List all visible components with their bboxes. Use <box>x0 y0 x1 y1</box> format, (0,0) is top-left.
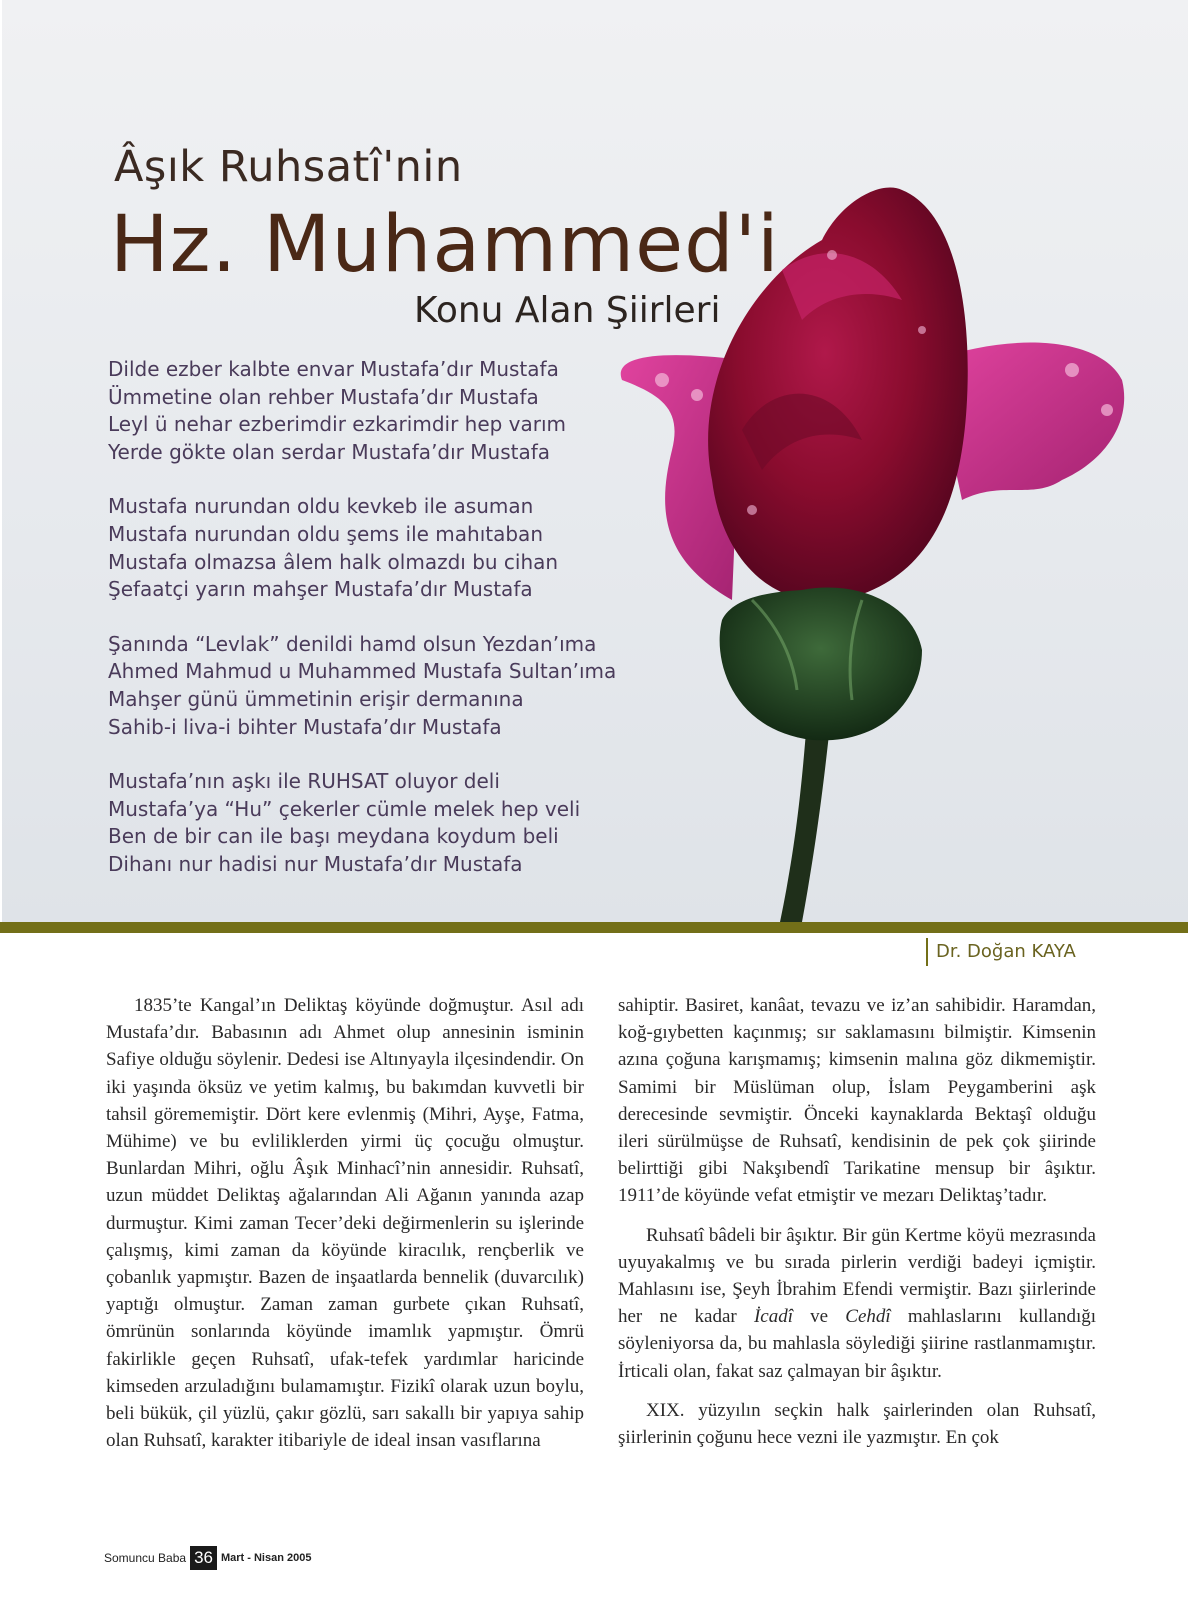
title-line-1: Âşık Ruhsatî'nin <box>114 142 463 192</box>
poem-line: Mustafa nurundan oldu şems ile mahıtaban <box>108 521 543 546</box>
poem-stanza <box>108 768 628 878</box>
hero-banner <box>2 0 1188 922</box>
poem-line: Dilde ezber kalbte envar Mustafa’dır Mustafa <box>108 357 559 381</box>
poem-line: Mahşer günü ümmetinin erişir dermanına <box>108 686 524 711</box>
poem-stanza <box>108 631 628 741</box>
article-paragraph <box>618 1222 1096 1385</box>
text-run: mahlaslarını kullandığı söyleniyorsa da, bu mahlasla söylediği şiirine rastlanmamıştır. İrticali olan, fakat saz çalmayan bir âşıktır. <box>618 1306 1096 1382</box>
article-paragraph: 1835’te Kangal’ın Deliktaş köyünde doğmuştur. Asıl adı Mustafa’dır. Babasının adı Ahmet olup annesinin isminin Safiye olduğu söylenir. Dedesi ise Altınyayla ilçesindendir. On iki yaşında öksüz ve yetim kalmış, bu bakımdan kuvvetli bir tahsil görememiştir. Dört kere evlenmiş (Mihri, Ayşe, Fatma, Mühime) ve bu evliliklerden yirmi üç çocuğu olmuştur. Bunlardan Mihri, oğlu Âşık Minhacî’nin annesidir. Ruhsatî, uzun müddet Deliktaş ağalarından Ali Ağanın yanında azap durmuştur. Kimi zaman Tecer’deki değirmenlerin su işlerinde çalışmış, kimi zaman da köyünde kiracılık, rençberlik ve çobanlık yapmıştır. Bazen de inşaatlarda bennelik (duvarcılık) yaptığı olmuştur. Zaman zaman gurbete çıkan Ruhsatî, ömrünün sonlarında köyünde imamlık yapmıştır. Ömrü fakirlikle geçen Ruhsatî, ufak-tefek yardımlar haricinde kimseden arzuladığını bulamamıştır. Fizikî olarak uzun boylu, beli bükük, çil yüzlü, çakır gözlü, sarı sakallı bir yapıya sahip olan Ruhsatî, karakter itibariyle de ideal insan vasıflarına <box>106 995 584 1452</box>
poem-line: Dihanı nur hadisi nur Mustafa’dır Mustafa <box>108 851 523 876</box>
page-footer <box>104 1546 311 1570</box>
article-paragraph: XIX. yüzyılın seçkin halk şairlerinden olan Ruhsatî, şiirlerinin çoğunu hece vezni ile yazmıştır. En çok <box>618 1399 1096 1449</box>
poem-stanza <box>108 493 628 603</box>
text-run: Ruhsatî bâdeli bir âşıktır. Bir gün Kertme köyü mezrasında uyuyakalmış ve bu sırada pirlerin verdiği badeyi içmiştir. Mahlasını ise, Şeyh İbrahim Efendi vermiştir. Bazı şiirlerinde her ne kadar <box>618 1224 1096 1328</box>
poem-line: Mustafa’ya “Hu” çekerler cümle melek hep veli <box>108 796 581 821</box>
poem-line: Mustafa olmazsa âlem halk olmazdı bu cihan <box>108 549 559 574</box>
poem-stanza <box>108 356 628 466</box>
poem-line: Şanında “Levlak” denildi hamd olsun Yezdan’ıma <box>108 631 597 656</box>
poem-line: Mustafa nurundan oldu kevkeb ile asuman <box>108 494 534 519</box>
article-column-right <box>618 992 1096 1463</box>
page-title: Hz. Muhammed'i <box>110 200 780 290</box>
poem-line: Ahmed Mahmud u Muhammed Mustafa Sultan’ıma <box>108 659 617 684</box>
issue-date: Mart - Nisan 2005 <box>220 1552 312 1564</box>
poem-line: Şefaatçi yarın mahşer Mustafa’dır Mustafa <box>108 577 533 602</box>
article-paragraph: sahiptir. Basiret, kanâat, tevazu ve iz’an sahibidir. Haramdan, koğ-gıybetten kaçınmış; sır saklamasını bilmiştir. Kimsenin azına çoğuna karışmamış; kimsenin malına göz dikmemiştir. Samimi bir Müslüman olup, İslam Peygamberini aşk derecesinde sevmiştir. Önceki kaynaklarda Bektaşî olduğu ileri sürülmüşse de Ruhsatî, kendisinin de pek çok şiirinde belirttiği gibi Nakşıbendî Tarikatine mensup bir âşıktır. 1911’de köyünde vefat etmiştir ve mezarı Deliktaş’tadır. <box>618 995 1096 1207</box>
poem <box>108 356 628 906</box>
title-subtitle: Konu Alan Şiirleri <box>414 290 721 331</box>
magazine-name: Somuncu Baba <box>104 1551 187 1565</box>
poem-line: Ben de bir can ile başı meydana koydum beli <box>108 824 559 849</box>
poem-line: Leyl ü nehar ezberimdir ezkarimdir hep varım <box>108 412 567 437</box>
poem-line: Sahib-i liva-i bihter Mustafa’dır Mustafa <box>108 714 502 739</box>
poem-line: Yerde gökte olan serdar Mustafa’dır Mustafa <box>108 439 551 464</box>
text-run: ve <box>792 1306 846 1328</box>
poem-line: Ümmetine olan rehber Mustafa’dır Mustafa <box>108 384 539 409</box>
page-number: 36 <box>190 1546 217 1570</box>
italic-term: Cehdî <box>845 1306 891 1328</box>
author-byline: Dr. Doğan KAYA <box>926 938 1076 966</box>
article-column-left <box>106 992 584 1466</box>
poem-line: Mustafa’nın aşkı ile RUHSAT oluyor deli <box>108 769 500 794</box>
italic-term: İcadî <box>753 1306 793 1328</box>
section-divider <box>0 922 1188 933</box>
